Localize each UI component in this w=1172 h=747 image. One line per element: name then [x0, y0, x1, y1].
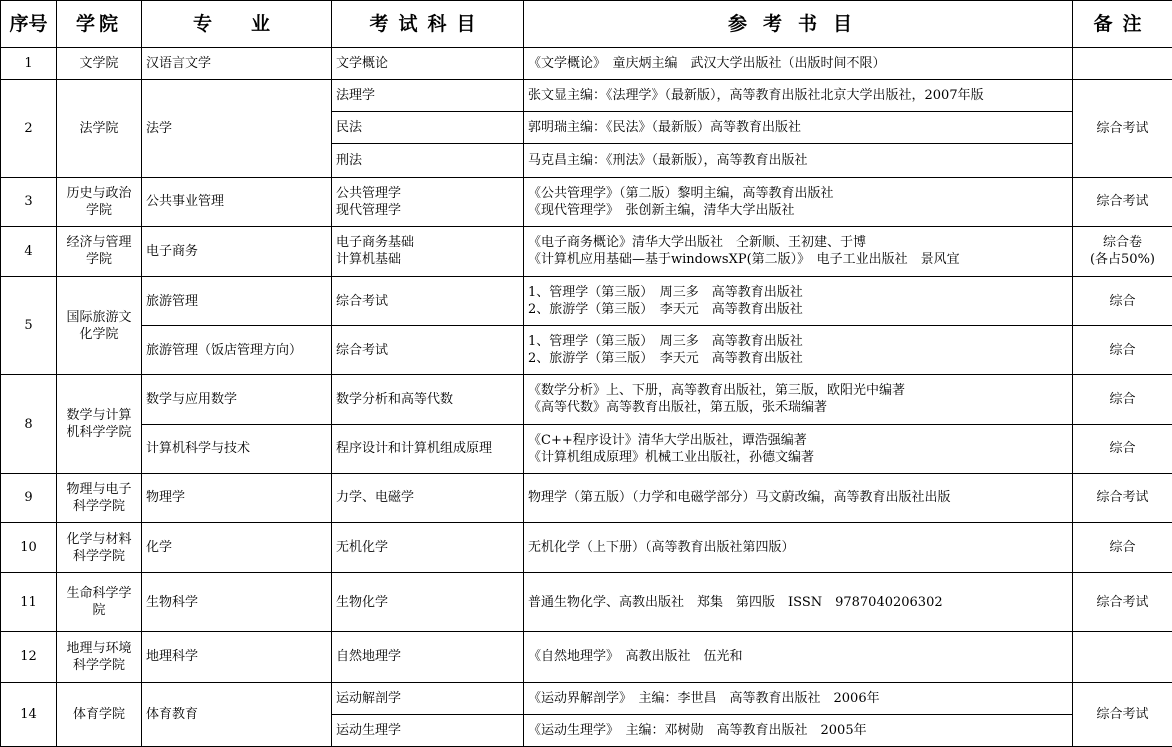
row-remark: 综合考试: [1073, 682, 1172, 746]
row-college: 法学院: [57, 80, 142, 177]
row-subject: 自然地理学: [332, 632, 524, 682]
row-no: 9: [1, 473, 57, 522]
row-books: 普通生物化学、高教出版社 郑集 第四版 ISSN 9787040206302: [524, 573, 1073, 632]
row-subject: 综合考试: [332, 276, 524, 325]
row-college: 文学院: [57, 48, 142, 80]
row-major: 旅游管理: [142, 276, 332, 325]
row-books: 《运动生理学》 主编：邓树勋 高等教育出版社 2005年: [524, 714, 1073, 746]
row-remark: 综合考试: [1073, 573, 1172, 632]
book-line: 《高等代数》高等教育出版社，第五版，张禾瑞编著: [528, 400, 828, 416]
table-row: [1, 424, 1172, 473]
book-line: 《计算机组成原理》机械工业出版社，孙德文编著: [528, 449, 815, 465]
row-subject: [332, 177, 524, 226]
row-college: 生命科学学院: [57, 573, 142, 632]
row-remark: 综合考试: [1073, 473, 1172, 522]
book-line: 2、旅游学（第三版） 李天元 高等教育出版社: [528, 351, 803, 367]
row-subject: 法理学: [332, 80, 524, 112]
row-subject: 运动解剖学: [332, 682, 524, 714]
row-major: 数学与应用数学: [142, 375, 332, 424]
row-major: 体育教育: [142, 682, 332, 746]
row-subject: 运动生理学: [332, 714, 524, 746]
row-subject: 综合考试: [332, 326, 524, 375]
row-subject: 数学分析和高等代数: [332, 375, 524, 424]
row-books: 《运动界解剖学》 主编：李世昌 高等教育出版社 2006年: [524, 682, 1073, 714]
row-no: 1: [1, 48, 57, 80]
row-books: 《文学概论》 童庆炳主编 武汉大学出版社（出版时间不限）: [524, 48, 1073, 80]
subject-line: 电子商务基础 计算机基础: [336, 235, 415, 268]
row-no: 10: [1, 522, 57, 572]
row-books: [524, 276, 1073, 325]
row-books: 物理学（第五版）（力学和电磁学部分）马文蔚改编，高等教育出版社出版: [524, 473, 1073, 522]
row-major: 计算机科学与技术: [142, 424, 332, 473]
header-no: 序号: [1, 1, 57, 48]
table-row: [1, 326, 1172, 375]
row-remark: 综合: [1073, 375, 1172, 424]
book-line: 《计算机应用基础—基于windowsXP(第二版）》 电子工业出版社 景风宜: [528, 252, 960, 268]
table-row: [1, 473, 1172, 522]
row-college: 地理与环境科学学院: [57, 632, 142, 682]
row-college: 历史与政治学院: [57, 177, 142, 226]
row-subject: 刑法: [332, 144, 524, 177]
row-major: 电子商务: [142, 226, 332, 276]
table-row: [1, 276, 1172, 325]
row-subject: 民法: [332, 112, 524, 144]
table-row: [1, 682, 1172, 714]
row-major: 化学: [142, 522, 332, 572]
header-subject: 考试科目: [332, 1, 524, 48]
row-major: 生物科学: [142, 573, 332, 632]
row-subject: 文学概论: [332, 48, 524, 80]
row-subject: 力学、电磁学: [332, 473, 524, 522]
row-remark: 综合: [1073, 424, 1172, 473]
subject-line: 公共管理学 现代管理学: [336, 185, 402, 218]
table-row: [1, 177, 1172, 226]
row-major: 汉语言文学: [142, 48, 332, 80]
row-subject: 无机化学: [332, 522, 524, 572]
row-remark: 综合: [1073, 522, 1172, 572]
row-college: 化学与材料科学学院: [57, 522, 142, 572]
row-remark: [1073, 48, 1172, 80]
table-row: [1, 226, 1172, 276]
book-line: 1、管理学（第三版） 周三多 高等教育出版社: [528, 285, 803, 301]
row-no: 11: [1, 573, 57, 632]
row-college: 国际旅游文化学院: [57, 276, 142, 374]
row-books: 马克昌主编：《刑法》（最新版），高等教育出版社: [524, 144, 1073, 177]
header-college: 学院: [57, 1, 142, 48]
book-line: 《电子商务概论》清华大学出版社 仝新顺、王初建、于博: [528, 235, 867, 251]
book-line: 2、旅游学（第三版） 李天元 高等教育出版社: [528, 302, 803, 318]
row-subject: 程序设计和计算机组成原理: [332, 424, 524, 473]
header-remark: 备注: [1073, 1, 1172, 48]
row-no: 3: [1, 177, 57, 226]
row-no: 12: [1, 632, 57, 682]
row-remark: 综合考试: [1073, 177, 1172, 226]
table-row: [1, 375, 1172, 424]
book-line: 《数学分析》上、下册，高等教育出版社，第三版，欧阳光中编著: [528, 383, 906, 399]
row-remark: 综合: [1073, 326, 1172, 375]
book-line: 《公共管理学》（第二版）黎明主编，高等教育出版社: [528, 185, 834, 201]
row-college: 物理与电子科学学院: [57, 473, 142, 522]
remark-line: 综合卷 (各占50%): [1089, 235, 1156, 268]
row-major: 物理学: [142, 473, 332, 522]
table-row: [1, 48, 1172, 80]
row-no: 2: [1, 80, 57, 177]
row-books: [524, 226, 1073, 276]
row-books: [524, 326, 1073, 375]
row-subject: [332, 226, 524, 276]
row-no: 8: [1, 375, 57, 473]
row-books: 张文显主编：《法理学》（最新版），高等教育出版社北京大学出版社，2007年版: [524, 80, 1073, 112]
row-major: 法学: [142, 80, 332, 177]
row-college: 数学与计算机科学学院: [57, 375, 142, 473]
row-books: 《自然地理学》 高教出版社 伍光和: [524, 632, 1073, 682]
row-remark: 综合考试: [1073, 80, 1172, 177]
header-books: 参考书目: [524, 1, 1073, 48]
row-remark: 综合: [1073, 276, 1172, 325]
table-row: [1, 80, 1172, 112]
table-row: [1, 632, 1172, 682]
row-major: 公共事业管理: [142, 177, 332, 226]
row-books: [524, 424, 1073, 473]
row-books: 郭明瑞主编：《民法》（最新版）高等教育出版社: [524, 112, 1073, 144]
row-books: [524, 177, 1073, 226]
book-line: 1、管理学（第三版） 周三多 高等教育出版社: [528, 334, 803, 350]
row-college: 经济与管理学院: [57, 226, 142, 276]
row-books: 无机化学（上下册）（高等教育出版社第四版）: [524, 522, 1073, 572]
header-row: [1, 1, 1172, 48]
row-books: [524, 375, 1073, 424]
row-major: 地理科学: [142, 632, 332, 682]
row-major: 旅游管理（饭店管理方向）: [142, 326, 332, 375]
row-no: 4: [1, 226, 57, 276]
row-subject: 生物化学: [332, 573, 524, 632]
row-remark: [1073, 226, 1172, 276]
header-major: 专 业: [142, 1, 332, 48]
table-row: [1, 573, 1172, 632]
book-line: 《现代管理学》 张创新主编，清华大学出版社: [528, 202, 795, 218]
book-line: 《C++程序设计》清华大学出版社，谭浩强编著: [528, 432, 807, 448]
row-no: 5: [1, 276, 57, 374]
table-row: [1, 522, 1172, 572]
row-no: 14: [1, 682, 57, 746]
row-remark: [1073, 632, 1172, 682]
row-college: 体育学院: [57, 682, 142, 746]
